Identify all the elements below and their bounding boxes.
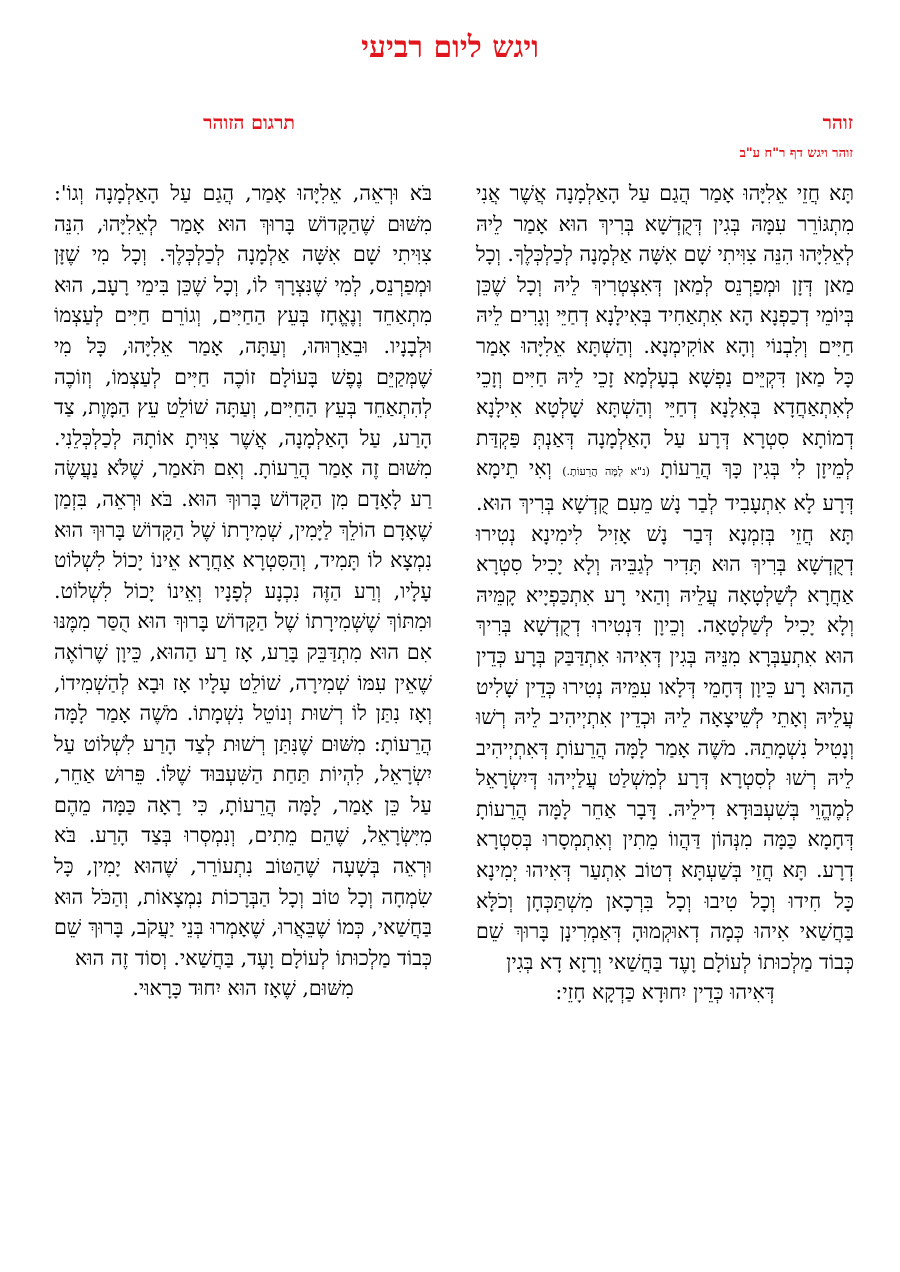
page-title: ויגש ליום רביעי (361, 30, 539, 65)
zohar-page-reference: זוהר ויגש דף ר"ח ע"ב (739, 146, 853, 161)
translation-closing-line: מִשּׁוּם, שֶׁאָז הוּא יִחוּד כָּרָאוּי. (132, 976, 354, 1001)
translation-text-column (54, 178, 432, 1004)
zohar-text-part-2: וְאִי תֵימָא דְּרָע לָא אִתְעָבִיד לְבַר נָשׁ מֵעִם קֻדְשָׁא בְּרִיךְ הוּא. תָּא חֲזֵי בְּזִמְנָא דְּבַר נָשׁ אָזִיל לִימִינָא נְטִירוּ דְקֻדְשָׁא בְּרִיךְ הוּא תָּדִיר לְגַבֵּיהּ וְלָא יָכִיל סִטְרָא אַחֲרָא לְשַׁלְטָאָה עֲלֵיהּ וְהַאי רָע אִתְכַּפְיָיא קָמֵּיהּ וְלָא יָכִיל לְשַׁלְטָאָה. וְכֵיוָן דִּנְטִירוּ דְקֻדְשָׁא בְּרִיךְ הוּא אִתְעַבְּרָא מִנֵּיהּ בְּגִין דְּאִיהוּ אִתְדַּבַּק בְּרָע כְּדֵין הַהוּא רָע כֵּיוָן דְּחָמֵי דְּלָאו עִמֵּיהּ נְטִירוּ כְּדֵין שָׁלִיט עֲלֵיהּ וְאָתֵי לְשֵׁיצָאָה לֵיהּ וּכְדֵין אִתְיְיהִיב לֵיהּ רְשׁוּ וְנָטִיל נִשְׁמָתֵהּ. מֹשֶׁה אָמַר לָמָּה הֲרֵעוֹתָ דְּאִתְיְיהִיב לֵיהּ רְשׁוּ לְסִטְרָא דְּרָע לְמִשְׁלַט עֲלַיְיהוּ דְּיִשְׂרָאֵל לְמֶהֱוֵי בְּשִׁעְבּוּדָא דִילֵיהּ. דָּבָר אַחֵר לָמָּה הֲרֵעוֹתָ דְּחָמָא כַּמָּה מִנְּהוֹן דַּהֲווֹ מֵתִין וְאִתְמְסָרוּ בְּסִטְרָא דְרָע. תָּא חֲזֵי בְּשַׁעְתָּא דְטוֹב אִתְעַר דְּאִיהוּ יְמִינָא כָּל חִידוּ וְכָל טִיבוּ וְכָל בִּרְכָאן מִשְׁתַּכְּחָן וְכֹלָּא בַּחֲשַׁאי אִיהוּ כְּמָה דְאוּקְמוּהָ דְּאַמְרִינָן בָּרוּךְ שֵׁם כְּבוֹד מַלְכוּתוֹ לְעוֹלָם וָעֶד בַּחֲשַׁאי וְרָזָא דָא בְּגִין (476, 456, 854, 974)
zohar-closing-line: דְּאִיהוּ כְּדֵין יִחוּדָא כַּדְקָא חָזֵי: (555, 980, 775, 1005)
translation-paragraph: בֹּא וּרְאֵה, אֵלִיָּהוּ אָמַר, הֲגַם עַל הָאַלְמָנָה וְגוֹ': מִשּׁוּם שֶׁהַקָּדוֹשׁ בָּרוּךְ הוּא אָמַר לְאֵלִיָּהוּ, הִנֵּה צִוִּיתִי שָׁם אִשָּׁה אַלְמָנָה לְכַלְכְּלֶךָ. וְכָל מִי שֶׁזָּן וּמְפַרְנֵס, לְמִי שֶׁנִּצְרָךְ לוֹ, וְכָל שֶׁכֵּן בִּימֵי רָעָב, הוּא מִתְאַחֵד וְנֶאֱחָז בְּעֵץ הַחַיִּים, וְגוֹרֵם חַיִּים לְעַצְמוֹ וּלְבָנָיו. וּבֵאַרְוּהוּ, וְעַתָּה, אָמַר אֵלִיָּהוּ, כָּל מִי שֶׁמְּקַיֵּם נֶפֶשׁ בָּעוֹלָם זוֹכֶה חַיִּים לְעַצְמוֹ, וְזוֹכֶה לְהִתְאַחֵד בְּעֵץ הַחַיִּים, וְעַתָּה שׁוֹלֵט עֵץ הַמָּוֶת, צַד הָרַע, עַל הָאַלְמָנָה, אֲשֶׁר צִוִּיתָ אוֹתָהּ לְכַלְכְּלֵנִי. מִשּׁוּם זֶה אָמַר הֲרֵעוֹתָ. וְאִם תֹּאמַר, שֶׁלֹּא נַעֲשֶׂה רַע לָאָדָם מִן הַקָּדוֹשׁ בָּרוּךְ הוּא. בֹּא וּרְאֵה, בִּזְמַן שֶׁאָדָם הוֹלֵךְ לַיָּמִין, שְׁמִירָתוֹ שֶׁל הַקָּדוֹשׁ בָּרוּךְ הוּא נִמְצָא לוֹ תָּמִיד, וְהַסִּטְרָא אַחֲרָא אֵינוֹ יָכוֹל לִשְׁלוֹט עָלָיו, וְרַע הַזֶּה נִכְנָע לְפָנָיו וְאֵינוֹ יָכוֹל לִשְׁלוֹט. וּמִתּוֹךְ שֶׁשְּׁמִירָתוֹ שֶׁל הַקָּדוֹשׁ בָּרוּךְ הוּא הֻסַּר מִמֶּנּוּ אִם הוּא מִתְדַּבֵּק בָּרַע, אָז רַע הַהוּא, כֵּיוָן שֶׁרוֹאֶה שֶׁאֵין עִמּוֹ שְׁמִירָה, שׁוֹלֵט עָלָיו אָז וּבָא לְהַשְׁמִידוֹ, וְאָז נִתַּן לוֹ רְשׁוּת וְנוֹטֵל נִשְׁמָתוֹ. מֹשֶׁה אָמַר לָמָּה הֲרֵעוֹתָ: מִשּׁוּם שֶׁנִּתַּן רְשׁוּת לְצַד הָרַע לִשְׁלוֹט עַל יִשְׂרָאֵל, לִהְיוֹת תַּחַת הַשִּׁעְבּוּד שֶׁלּוֹ. פֵּרוּשׁ אַחֵר, עַל כֵּן אָמַר, לָמָּה הֲרֵעוֹתָ, כִּי רָאָה כַּמָּה מֵהֶם מִיִּשְׂרָאֵל, שֶׁהֵם מֵתִים, וְנִמְסְרוּ בְּצַד הָרַע. בֹּא וּרְאֵה בְּשָׁעָה שֶׁהַטּוֹב נִתְעוֹרֵר, שֶׁהוּא יָמִין, כָּל שִׂמְחָה וְכָל טוֹב וְכָל הַבְּרָכוֹת נִמְצָאוֹת, וְהַכֹּל הוּא בַּחֲשַׁאי, כְּמוֹ שֶׁבֵּאֲרוּ, שֶׁאָמְרוּ בְּנֵי יַעֲקֹב, בָּרוּךְ שֵׁם כְּבוֹד מַלְכוּתוֹ לְעוֹלָם וָעֶד, בַּחֲשַׁאי. וְסוֹד זֶה הוּא (54, 181, 432, 970)
translation-column-heading: תרגום הזוהר (203, 112, 295, 134)
zohar-text-column (476, 178, 854, 1008)
zohar-paragraph (476, 178, 854, 977)
zohar-column-heading: זוהר (822, 112, 853, 134)
alternate-reading-note: (נ"א לָמָּה הֲרֵעוֹתָ.) (562, 465, 650, 479)
zohar-text-part-1: תָּא חֲזֵי אֵלִיָּהוּ אָמַר הֲגַם עַל הָאַלְמָנָה אֲשֶׁר אֲנִי מִתְגּוֹרֵר עִמָּהּ בְּגִין דְּקֻדְשָׁא בְּרִיךְ הוּא אָמַר לֵיהּ לְאֵלִיָּהוּ הִנֵּה צִוִּיתִי שָׁם אִשָּׁה אַלְמָנָה לְכַלְכְּלֶךָ. וְכָל מַאן דְּזָן וּמְפַרְנֵס לְמַאן דְּאִצְטְרִיךְ לֵיהּ וְכָל שֶׁכֵּן בְּיוֹמֵי דְכַפְנָא הָא אִתְאַחִיד בְּאִילָנָא דְחַיֵּי וְגָרִים לֵיהּ חַיִּים וְלִבְנוֹי וְהָא אוֹקִימְנָא. וְהַשְׁתָּא אֵלִיָּהוּ אָמַר כָּל מַאן דִּקְיֵּים נַפְשָׁא בְעָלְמָא זָכֵי לֵיהּ חַיִּים וְזָכֵי לְאִתְאַחֲדָא בְּאִלָנָא דְחַיֵּי וְהַשְׁתָּא שָׁלְטָא אִילָנָא דְמוֹתָא סִטְרָא דְּרָע עַל הָאַלְמָנָה דְּאַנְתְּ פַּקְדַּת לְמֵיזָן לִי בְּגִין כָּךְ הֲרֵעוֹתָ (476, 181, 854, 481)
